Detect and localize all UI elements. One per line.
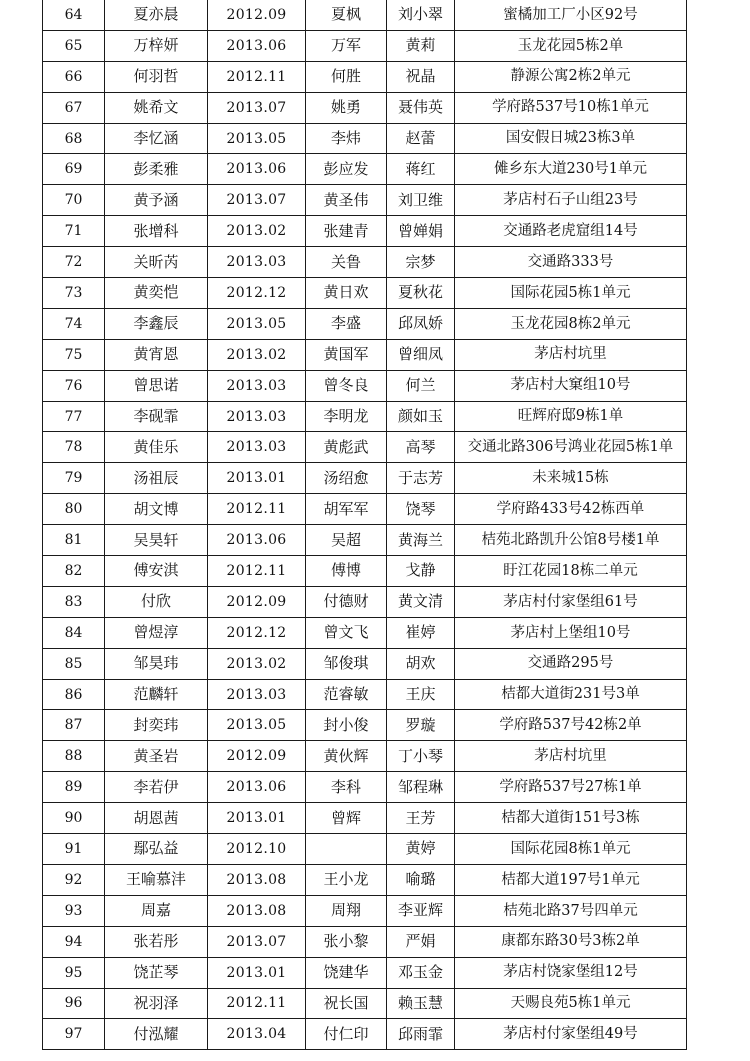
child-name-cell: 祝羽泽 [105,988,208,1019]
table-row [43,0,687,30]
row-number-cell: 95 [43,957,105,988]
mother-name-cell: 邓玉金 [387,957,455,988]
child-name-cell: 万梓妍 [105,30,208,61]
birth-date-cell: 2013.06 [208,772,306,803]
father-name-cell: 张建青 [306,216,387,247]
birth-date-cell: 2013.07 [208,185,306,216]
row-number-cell: 65 [43,30,105,61]
child-name-cell: 黄圣岩 [105,741,208,772]
birth-date-cell: 2012.11 [208,61,306,92]
child-name-cell: 付泓耀 [105,1019,208,1050]
father-name-cell: 姚勇 [306,92,387,123]
mother-name-cell: 邱雨霏 [387,1019,455,1050]
child-name-cell: 饶芷琴 [105,957,208,988]
table-row [43,308,687,339]
birth-date-cell: 2012.11 [208,988,306,1019]
father-name-cell: 李明龙 [306,401,387,432]
father-name-cell: 夏枫 [306,0,387,30]
father-name-cell: 范睿敏 [306,679,387,710]
address-cell: 静源公寓2栋2单元 [455,61,687,92]
address-cell: 天赐良苑5栋1单元 [455,988,687,1019]
address-cell: 蜜橘加工厂小区92号 [455,0,687,30]
address-cell: 茅店村坑里 [455,339,687,370]
address-cell: 交通路333号 [455,247,687,278]
address-cell: 国安假日城23栋3单 [455,123,687,154]
address-cell: 康都东路30号3栋2单 [455,926,687,957]
child-name-cell: 黄宵恩 [105,339,208,370]
table-row [43,710,687,741]
row-number-cell: 78 [43,432,105,463]
mother-name-cell: 王芳 [387,803,455,834]
table-row [43,185,687,216]
child-name-cell: 吴昊轩 [105,525,208,556]
address-cell: 学府路537号27栋1单 [455,772,687,803]
child-name-cell: 胡文博 [105,494,208,525]
mother-name-cell: 李亚辉 [387,895,455,926]
table-row [43,895,687,926]
address-cell: 茅店村坑里 [455,741,687,772]
table-row [43,339,687,370]
birth-date-cell: 2013.05 [208,308,306,339]
father-name-cell: 万军 [306,30,387,61]
birth-date-cell: 2013.01 [208,463,306,494]
father-name-cell: 李盛 [306,308,387,339]
roster-table-body [43,0,687,1050]
address-cell: 学府路433号42栋西单 [455,494,687,525]
birth-date-cell: 2012.12 [208,617,306,648]
row-number-cell: 84 [43,617,105,648]
row-number-cell: 73 [43,278,105,309]
birth-date-cell: 2013.06 [208,525,306,556]
table-row [43,648,687,679]
table-row [43,803,687,834]
address-cell: 桔苑北路凯升公馆8号楼1单 [455,525,687,556]
mother-name-cell: 黄文清 [387,586,455,617]
birth-date-cell: 2012.11 [208,556,306,587]
row-number-cell: 90 [43,803,105,834]
birth-date-cell: 2013.05 [208,123,306,154]
row-number-cell: 85 [43,648,105,679]
birth-date-cell: 2013.03 [208,432,306,463]
address-cell: 玉龙花园5栋2单 [455,30,687,61]
child-name-cell: 姚希文 [105,92,208,123]
child-name-cell: 黄奕恺 [105,278,208,309]
row-number-cell: 71 [43,216,105,247]
address-cell: 桔苑北路37号四单元 [455,895,687,926]
mother-name-cell: 聂伟英 [387,92,455,123]
child-name-cell: 李砚霏 [105,401,208,432]
father-name-cell: 邹俊琪 [306,648,387,679]
row-number-cell: 66 [43,61,105,92]
mother-name-cell: 刘卫维 [387,185,455,216]
table-row [43,61,687,92]
birth-date-cell: 2013.03 [208,247,306,278]
row-number-cell: 88 [43,741,105,772]
mother-name-cell: 黄海兰 [387,525,455,556]
table-row [43,525,687,556]
row-number-cell: 68 [43,123,105,154]
child-name-cell: 曾思诺 [105,370,208,401]
address-cell: 茅店村上堡组10号 [455,617,687,648]
father-name-cell: 何胜 [306,61,387,92]
row-number-cell: 79 [43,463,105,494]
table-row [43,617,687,648]
mother-name-cell: 宗梦 [387,247,455,278]
address-cell: 茅店村石子山组23号 [455,185,687,216]
father-name-cell: 黄伙辉 [306,741,387,772]
father-name-cell: 王小龙 [306,864,387,895]
address-cell: 学府路537号10栋1单元 [455,92,687,123]
row-number-cell: 87 [43,710,105,741]
father-name-cell: 吴超 [306,525,387,556]
table-row [43,556,687,587]
roster-table [42,0,687,1050]
mother-name-cell: 赵蕾 [387,123,455,154]
row-number-cell: 74 [43,308,105,339]
child-name-cell: 周嘉 [105,895,208,926]
table-row [43,278,687,309]
father-name-cell: 李科 [306,772,387,803]
mother-name-cell: 蒋红 [387,154,455,185]
child-name-cell: 黄予涵 [105,185,208,216]
row-number-cell: 82 [43,556,105,587]
address-cell: 桔都大道街151号3栋 [455,803,687,834]
row-number-cell: 64 [43,0,105,30]
row-number-cell: 83 [43,586,105,617]
birth-date-cell: 2013.02 [208,648,306,679]
address-cell: 国际花园5栋1单元 [455,278,687,309]
address-cell: 国际花园8栋1单元 [455,834,687,865]
table-row [43,864,687,895]
mother-name-cell: 高琴 [387,432,455,463]
birth-date-cell: 2013.08 [208,864,306,895]
table-row [43,432,687,463]
mother-name-cell: 胡欢 [387,648,455,679]
mother-name-cell: 夏秋花 [387,278,455,309]
mother-name-cell: 严娟 [387,926,455,957]
table-row [43,216,687,247]
mother-name-cell: 喻璐 [387,864,455,895]
birth-date-cell: 2013.06 [208,30,306,61]
table-row [43,988,687,1019]
father-name-cell: 李炜 [306,123,387,154]
mother-name-cell: 何兰 [387,370,455,401]
row-number-cell: 75 [43,339,105,370]
table-row [43,463,687,494]
child-name-cell: 张若彤 [105,926,208,957]
row-number-cell: 80 [43,494,105,525]
child-name-cell: 黄佳乐 [105,432,208,463]
mother-name-cell: 邱凤娇 [387,308,455,339]
table-row [43,494,687,525]
row-number-cell: 89 [43,772,105,803]
child-name-cell: 关昕芮 [105,247,208,278]
mother-name-cell: 黄婷 [387,834,455,865]
father-name-cell: 黄国军 [306,339,387,370]
address-cell: 茅店村付家堡组61号 [455,586,687,617]
row-number-cell: 70 [43,185,105,216]
birth-date-cell: 2013.07 [208,926,306,957]
birth-date-cell: 2013.04 [208,1019,306,1050]
child-name-cell: 张增科 [105,216,208,247]
father-name-cell [306,834,387,865]
table-row [43,30,687,61]
table-row [43,123,687,154]
mother-name-cell: 饶琴 [387,494,455,525]
table-row [43,586,687,617]
father-name-cell: 黄日欢 [306,278,387,309]
address-cell: 茅店村大窠组10号 [455,370,687,401]
birth-date-cell: 2013.02 [208,339,306,370]
row-number-cell: 69 [43,154,105,185]
address-cell: 交通北路306号鸿业花园5栋1单 [455,432,687,463]
row-number-cell: 92 [43,864,105,895]
father-name-cell: 付德财 [306,586,387,617]
child-name-cell: 夏亦晨 [105,0,208,30]
father-name-cell: 周翔 [306,895,387,926]
row-number-cell: 96 [43,988,105,1019]
row-number-cell: 91 [43,834,105,865]
table-row [43,1019,687,1050]
father-name-cell: 胡军军 [306,494,387,525]
father-name-cell: 张小黎 [306,926,387,957]
father-name-cell: 曾辉 [306,803,387,834]
address-cell: 交通路295号 [455,648,687,679]
table-row [43,92,687,123]
birth-date-cell: 2013.01 [208,803,306,834]
row-number-cell: 72 [43,247,105,278]
table-row [43,834,687,865]
mother-name-cell: 戈静 [387,556,455,587]
mother-name-cell: 祝晶 [387,61,455,92]
child-name-cell: 彭柔雅 [105,154,208,185]
mother-name-cell: 丁小琴 [387,741,455,772]
birth-date-cell: 2012.09 [208,0,306,30]
row-number-cell: 67 [43,92,105,123]
child-name-cell: 付欣 [105,586,208,617]
father-name-cell: 黄彪武 [306,432,387,463]
birth-date-cell: 2012.10 [208,834,306,865]
father-name-cell: 封小俊 [306,710,387,741]
mother-name-cell: 于志芳 [387,463,455,494]
birth-date-cell: 2013.02 [208,216,306,247]
father-name-cell: 关鲁 [306,247,387,278]
address-cell: 学府路537号42栋2单 [455,710,687,741]
birth-date-cell: 2013.06 [208,154,306,185]
father-name-cell: 付仁印 [306,1019,387,1050]
row-number-cell: 86 [43,679,105,710]
table-row [43,957,687,988]
father-name-cell: 祝长国 [306,988,387,1019]
mother-name-cell: 邹程琳 [387,772,455,803]
mother-name-cell: 刘小翠 [387,0,455,30]
mother-name-cell: 黄莉 [387,30,455,61]
child-name-cell: 范麟轩 [105,679,208,710]
father-name-cell: 曾文飞 [306,617,387,648]
table-row [43,370,687,401]
mother-name-cell: 曾婵娟 [387,216,455,247]
child-name-cell: 鄢弘益 [105,834,208,865]
table-row [43,926,687,957]
table-row [43,401,687,432]
birth-date-cell: 2012.12 [208,278,306,309]
address-cell: 桔都大道197号1单元 [455,864,687,895]
row-number-cell: 93 [43,895,105,926]
child-name-cell: 汤祖辰 [105,463,208,494]
birth-date-cell: 2012.09 [208,741,306,772]
father-name-cell: 彭应发 [306,154,387,185]
child-name-cell: 邹昊玮 [105,648,208,679]
address-cell: 盱江花园18栋二单元 [455,556,687,587]
birth-date-cell: 2013.03 [208,401,306,432]
mother-name-cell: 赖玉慧 [387,988,455,1019]
child-name-cell: 李忆涵 [105,123,208,154]
father-name-cell: 曾冬良 [306,370,387,401]
child-name-cell: 李若伊 [105,772,208,803]
table-row [43,247,687,278]
row-number-cell: 76 [43,370,105,401]
father-name-cell: 黄圣伟 [306,185,387,216]
row-number-cell: 77 [43,401,105,432]
birth-date-cell: 2012.09 [208,586,306,617]
table-row [43,741,687,772]
birth-date-cell: 2013.07 [208,92,306,123]
address-cell: 桔都大道街231号3单 [455,679,687,710]
child-name-cell: 王喻慕沣 [105,864,208,895]
mother-name-cell: 罗璇 [387,710,455,741]
birth-date-cell: 2013.05 [208,710,306,741]
child-name-cell: 何羽哲 [105,61,208,92]
address-cell: 玉龙花园8栋2单元 [455,308,687,339]
father-name-cell: 汤绍愈 [306,463,387,494]
address-cell: 交通路老虎窟组14号 [455,216,687,247]
child-name-cell: 李鑫辰 [105,308,208,339]
table-row [43,679,687,710]
child-name-cell: 胡恩茜 [105,803,208,834]
birth-date-cell: 2013.03 [208,679,306,710]
table-row [43,772,687,803]
mother-name-cell: 王庆 [387,679,455,710]
mother-name-cell: 颜如玉 [387,401,455,432]
table-row [43,154,687,185]
mother-name-cell: 曾细凤 [387,339,455,370]
birth-date-cell: 2012.11 [208,494,306,525]
row-number-cell: 81 [43,525,105,556]
child-name-cell: 傅安淇 [105,556,208,587]
birth-date-cell: 2013.03 [208,370,306,401]
birth-date-cell: 2013.01 [208,957,306,988]
birth-date-cell: 2013.08 [208,895,306,926]
address-cell: 未来城15栋 [455,463,687,494]
mother-name-cell: 崔婷 [387,617,455,648]
row-number-cell: 97 [43,1019,105,1050]
address-cell: 傩乡东大道230号1单元 [455,154,687,185]
address-cell: 旺辉府邸9栋1单 [455,401,687,432]
address-cell: 茅店村饶家堡组12号 [455,957,687,988]
father-name-cell: 傅博 [306,556,387,587]
address-cell: 茅店村付家堡组49号 [455,1019,687,1050]
child-name-cell: 封奕玮 [105,710,208,741]
father-name-cell: 饶建华 [306,957,387,988]
child-name-cell: 曾煜淳 [105,617,208,648]
row-number-cell: 94 [43,926,105,957]
